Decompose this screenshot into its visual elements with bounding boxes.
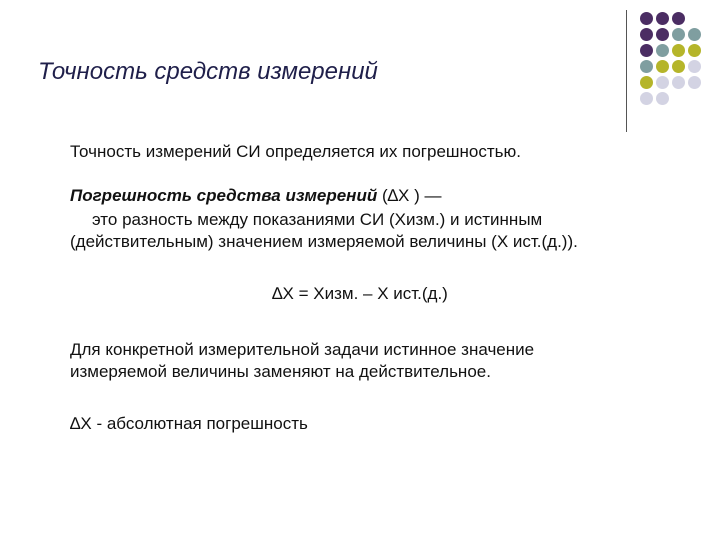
decorative-dot: [640, 76, 653, 89]
absolute-error-text: ∆Х - абсолютная погрешность: [70, 414, 308, 433]
title-divider: [626, 10, 627, 132]
decorative-dot: [672, 28, 685, 41]
decorative-dot: [672, 12, 685, 25]
intro-text: Точность измерений СИ определяется их погрешностью.: [70, 142, 521, 161]
decorative-dot: [688, 60, 701, 73]
decorative-dot: [640, 44, 653, 57]
decorative-dot: [640, 92, 653, 105]
decorative-dot: [656, 76, 669, 89]
decorative-dot: [672, 76, 685, 89]
error-formula: ∆Х = Хизм. – Х ист.(д.): [272, 284, 448, 303]
definition-term: Погрешность средства измерений: [70, 186, 378, 205]
note-line-1: Для конкретной измерительной задачи истинное значение: [70, 340, 535, 359]
decorative-dot: [688, 44, 701, 57]
decorative-dot: [688, 28, 701, 41]
decorative-dot: [656, 60, 669, 73]
decorative-dot: [656, 12, 669, 25]
definition-symbol: (∆Х ) —: [377, 186, 442, 205]
definition-line: [70, 185, 441, 207]
decorative-dot: [656, 92, 669, 105]
decorative-dot: [672, 60, 685, 73]
definition-explanation-line-1: это разность между показаниями СИ (Хизм.) и истинным: [92, 210, 543, 229]
decorative-dot: [640, 12, 653, 25]
decorative-dot: [640, 28, 653, 41]
decorative-dot: [656, 44, 669, 57]
decorative-dot: [656, 28, 669, 41]
decorative-dot: [640, 60, 653, 73]
decorative-dot: [688, 76, 701, 89]
note-line-2: измеряемой величины заменяют на действительное.: [70, 362, 491, 381]
decorative-dot: [672, 44, 685, 57]
decorative-dot-grid: [636, 10, 716, 120]
definition-explanation-line-2: (действительным) значением измеряемой величины (Х ист.(д.)).: [70, 232, 578, 251]
slide-title: Точность средств измерений: [38, 58, 378, 85]
